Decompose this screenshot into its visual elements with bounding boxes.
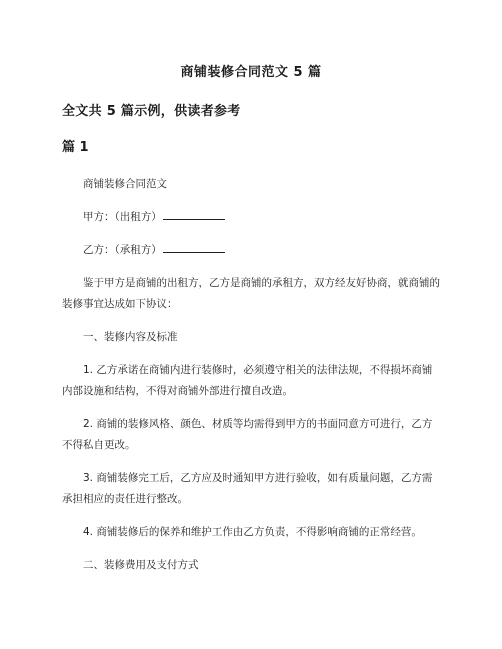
intro-paragraph: 鉴于甲方是商铺的出租方，乙方是商铺的承租方，双方经友好协商，就商铺的装修事宜达成如下协议： <box>62 277 440 310</box>
party-a-line <box>62 207 440 228</box>
party-a-blank <box>163 207 225 220</box>
clause1-item: 3. 商铺装修完工后，乙方应及时通知甲方进行验收，如有质量问题，乙方需承担相应的责任进行整改。 <box>62 472 433 505</box>
party-b-line <box>62 240 440 261</box>
section-heading: 篇 1 <box>62 140 89 155</box>
document-title: 商铺装修合同范文 5 篇 <box>180 65 322 80</box>
clause1-item: 2. 商铺的装修风格、颜色、材质等均需得到甲方的书面同意方可进行，乙方不得私自更改。 <box>62 418 433 451</box>
clause2-heading: 二、装修费用及支付方式 <box>83 559 199 571</box>
clause1-item: 1. 乙方承诺在商铺内进行装修时，必须遵守相关的法律法规，不得损坏商铺内部设施和结构，不得对商铺外部进行擅自改造。 <box>62 364 433 397</box>
party-b-label: 乙方：（承租方） <box>83 244 162 256</box>
party-b-blank <box>163 240 225 253</box>
contract-title <box>62 174 440 195</box>
clause1-heading: 一、装修内容及标准 <box>83 331 178 343</box>
document-subtitle: 全文共 5 篇示例，供读者参考 <box>62 104 241 119</box>
contract-title-text: 商铺装修合同范文 <box>83 178 167 190</box>
clause1-item: 4. 商铺装修后的保养和维护工作由乙方负责，不得影响商铺的正常经营。 <box>83 526 422 538</box>
document-body <box>62 174 440 588</box>
party-a-label: 甲方：（出租方） <box>83 211 162 223</box>
